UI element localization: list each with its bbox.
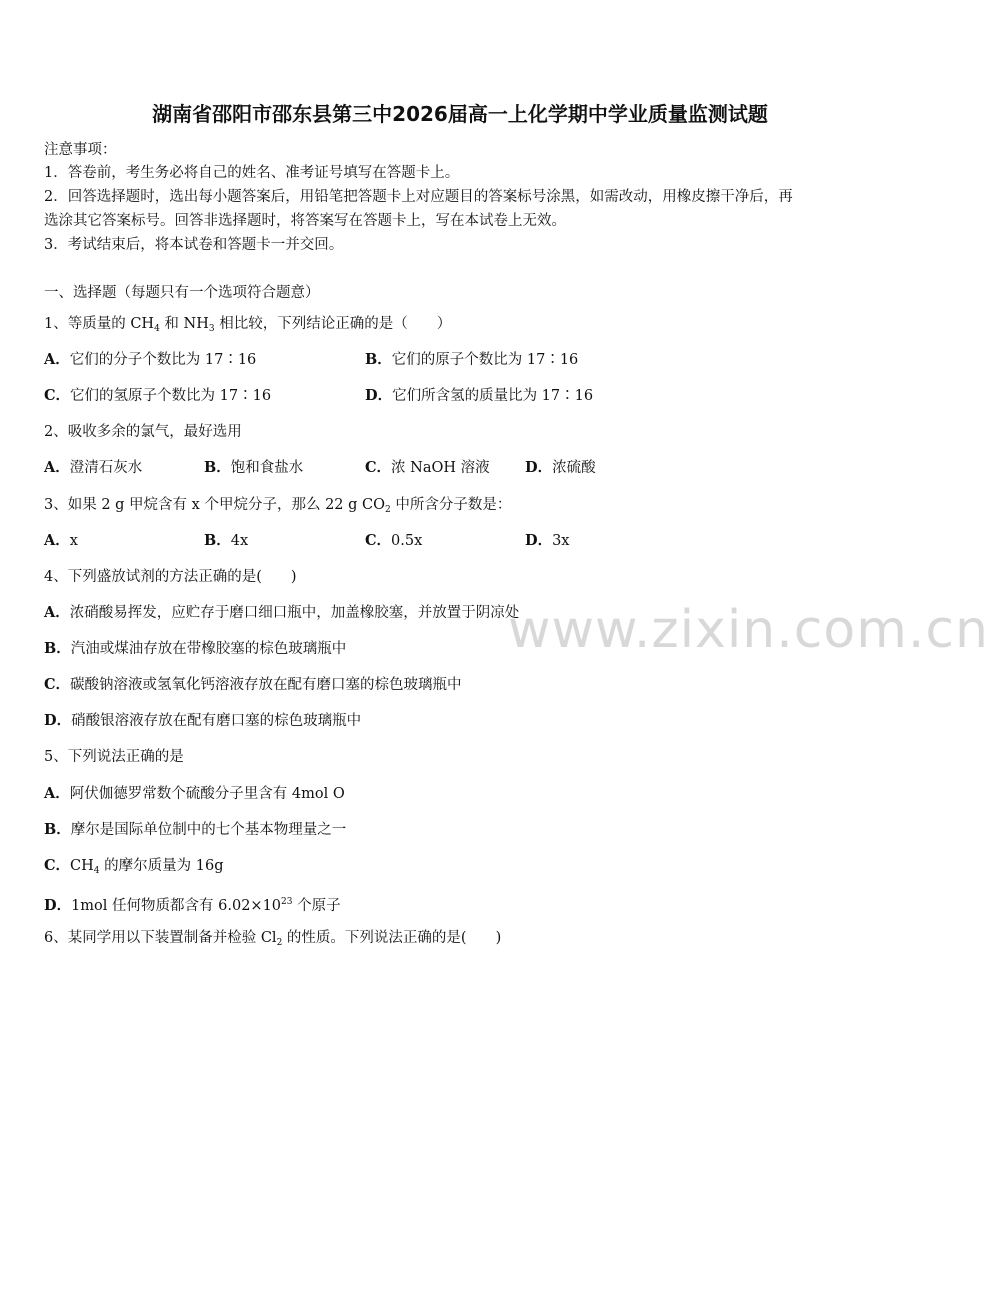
notice-item-2: 2．回答选择题时，选出每小题答案后，用铅笔把答题卡上对应题目的答案标号涂黑，如需改动，用橡皮擦干净后，再: [44, 189, 793, 205]
question-3-option-c: C．0.5x: [365, 532, 423, 549]
question-1-stem: 1、等质量的 $CH_4$ 和 $NH_3$ 相比较，下列结论正确的是（ ）: [44, 316, 452, 334]
question-2-stem: 2、吸收多余的氯气，最好选用: [44, 424, 242, 440]
question-1-option-a: A．它们的分子个数比为 17∶16: [44, 351, 257, 368]
page-title: 湖南省邵阳市邵东县第三中2026届高一上化学期中学业质量监测试题: [152, 102, 768, 126]
notice-heading: 注意事项：: [44, 142, 117, 158]
question-3-stem: 3、如果 2 g 甲烷含有 x 个甲烷分子，那么 22 g $CO_2$ 中所含分子数是：: [44, 497, 512, 515]
question-4-option-d: D．硝酸银溶液存放在配有磨口塞的棕色玻璃瓶中: [44, 712, 362, 729]
question-3-option-d: D．3x: [525, 532, 570, 549]
question-2-option-b: B．饱和食盐水: [204, 459, 304, 476]
question-6-stem: 6、某同学用以下装置制备并检验 $Cl_2$ 的性质。下列说法正确的是( ): [44, 930, 502, 948]
question-2-option-a: A．澄清石灰水: [44, 459, 143, 476]
question-1-option-c: C．它们的氢原子个数比为 17∶16: [44, 387, 272, 404]
watermark: www.zixin.com.cn: [508, 600, 989, 660]
question-4-option-a: A．浓硝酸易挥发，应贮存于磨口细口瓶中，加盖橡胶塞，并放置于阴凉处: [44, 604, 520, 621]
question-5-stem: 5、下列说法正确的是: [44, 749, 184, 765]
question-1-option-b: B．它们的原子个数比为 17∶16: [365, 351, 579, 368]
question-4-stem: 4、下列盛放试剂的方法正确的是( ): [44, 569, 297, 585]
question-4-option-c: C．碳酸钠溶液或氢氧化钙溶液存放在配有磨口塞的棕色玻璃瓶中: [44, 676, 462, 693]
notice-item-3: 3．考试结束后，将本试卷和答题卡一并交回。: [44, 237, 344, 253]
question-4-option-b: B．汽油或煤油存放在带橡胶塞的棕色玻璃瓶中: [44, 640, 347, 657]
question-5-option-a: A．阿伏伽德罗常数个硫酸分子里含有 4mol O: [44, 785, 345, 802]
question-2-option-c: C．浓 NaOH 溶液: [365, 459, 490, 476]
section-heading: 一、选择题（每题只有一个选项符合题意）: [44, 285, 320, 301]
question-5-option-d: D．1mol 任何物质都含有 $6.02\times 10^{23}$ 个原子: [44, 897, 341, 914]
question-1-option-d: D．它们所含氢的质量比为 17∶16: [365, 387, 594, 404]
question-2-option-d: D．浓硫酸: [525, 459, 596, 476]
notice-item-1: 1．答卷前，考生务必将自己的姓名、准考证号填写在答题卡上。: [44, 165, 460, 181]
question-3-option-b: B．4x: [204, 532, 249, 549]
question-5-option-c: C．$CH_4$ 的摩尔质量为 16g: [44, 857, 224, 876]
question-5-option-b: B．摩尔是国际单位制中的七个基本物理量之一: [44, 821, 347, 838]
notice-item-2-cont: 选涂其它答案标号。回答非选择题时，将答案写在答题卡上，写在本试卷上无效。: [44, 213, 566, 229]
question-3-option-a: A．x: [44, 532, 78, 549]
